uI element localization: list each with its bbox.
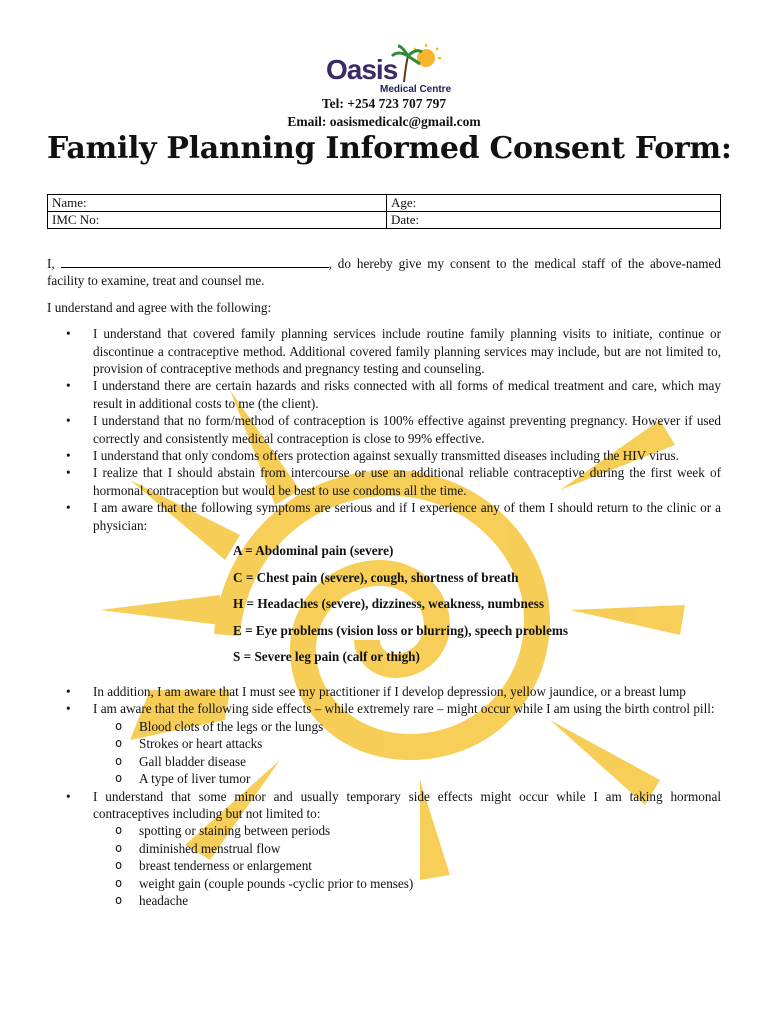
list-item: • In addition, I am aware that I must see my practitioner if I develop depression, yellow jaundice, or a breast lump — [93, 683, 721, 700]
clinic-phone: Tel: +254 723 707 797 — [321, 96, 447, 111]
patient-name-blank[interactable] — [61, 254, 329, 268]
sub-list-item: o headache — [139, 892, 721, 909]
symptom-item: S = Severe leg pain (calf or thigh) — [233, 649, 420, 665]
clinic-logo — [326, 40, 450, 100]
clinic-email: Email: oasismedicalc@gmail.com — [287, 114, 481, 129]
side-effects-list — [93, 718, 721, 788]
aches-symptoms-list — [233, 542, 721, 675]
sub-list-item: o diminished menstrual flow — [139, 840, 721, 857]
patient-info-table — [47, 194, 721, 229]
symptom-item: C = Chest pain (severe), cough, shortness of breath — [233, 569, 519, 585]
list-item: • I understand that only condoms offers protection against sexually transmitted diseases including the HIV virus. — [93, 447, 721, 464]
sub-list-item: o Blood clots of the legs or the lungs — [139, 718, 721, 735]
list-item: • I understand that covered family planning services include routine family planning visits to initiate, continue or discontinue a contraceptive method. Additional covered family planning services may include, but are not limited to, provision of contraceptive methods and pregnancy testing and counseling. — [93, 325, 721, 377]
symptom-item: H = Headaches (severe), dizziness, weakness, numbness — [233, 596, 544, 612]
consent-body — [47, 254, 721, 909]
sub-list-item: o breast tenderness or enlargement — [139, 857, 721, 874]
date-field[interactable]: Date: — [387, 212, 721, 229]
name-field[interactable]: Name: — [48, 195, 387, 212]
age-field[interactable]: Age: — [387, 195, 721, 212]
logo-text: Oasis — [326, 54, 398, 85]
imc-number-field[interactable]: IMC No: — [48, 212, 387, 229]
sub-list-item: o Strokes or heart attacks — [139, 735, 721, 752]
sub-list-item: o spotting or staining between periods — [139, 822, 721, 839]
page-title: Family Planning Informed Consent Form: — [47, 131, 732, 166]
consent-list — [47, 325, 721, 909]
symptom-item: E = Eye problems (vision loss or blurring), speech problems — [233, 622, 569, 638]
logo-subtext: Medical Centre — [380, 84, 452, 95]
symptom-item: A = Abdominal pain (severe) — [233, 543, 394, 559]
list-item: • I understand there are certain hazards and risks connected with all forms of medical treatment and care, which may result in additional costs to me (the client). — [93, 377, 721, 412]
list-item: • I understand that some minor and usually temporary side effects might occur while I am taking hormonal contraceptives including but not limited to: o spotting or staining between periods o diminished menstrual flow o breast tenderness or enlargement o weight gain (couple pounds -cyclic prior to menses) o headache — [93, 788, 721, 910]
understand-intro: I understand and agree with the following: — [47, 299, 272, 315]
minor-effects-list — [93, 822, 721, 909]
consent-statement: I, , do hereby give my consent to the medical staff of the above-named facility to examine, treat and counsel me. — [47, 256, 721, 289]
sub-list-item: o weight gain (couple pounds -cyclic prior to menses) — [139, 875, 721, 892]
sub-list-item: o A type of liver tumor — [139, 770, 721, 787]
list-item: • I am aware that the following side effects – while extremely rare – might occur while I am using the birth control pill: o Blood clots of the legs or the lungs o Strokes or heart attacks o Gall bladder disease o A type of liver tumor — [93, 700, 721, 787]
sub-list-item: o Gall bladder disease — [139, 753, 721, 770]
list-item: • I am aware that the following symptoms are serious and if I experience any of them I should return to the clinic or a physician: A = Abdominal pain (severe) C = Chest pain (severe), cough, shortness of breath H = Headaches (severe), dizziness, weakness, numbness E = Eye problems (vision loss or blurring), speech problems S = Severe leg pain (calf or thigh) — [93, 499, 721, 675]
list-item: • I realize that I should abstain from intercourse or use an additional reliable contraceptive during the first week of hormonal contraception but would be best to use condoms all the time. — [93, 464, 721, 499]
list-item: • I understand that no form/method of contraception is 100% effective against preventing pregnancy. However if used correctly and consistently medical contraception is close to 99% effective. — [93, 412, 721, 447]
